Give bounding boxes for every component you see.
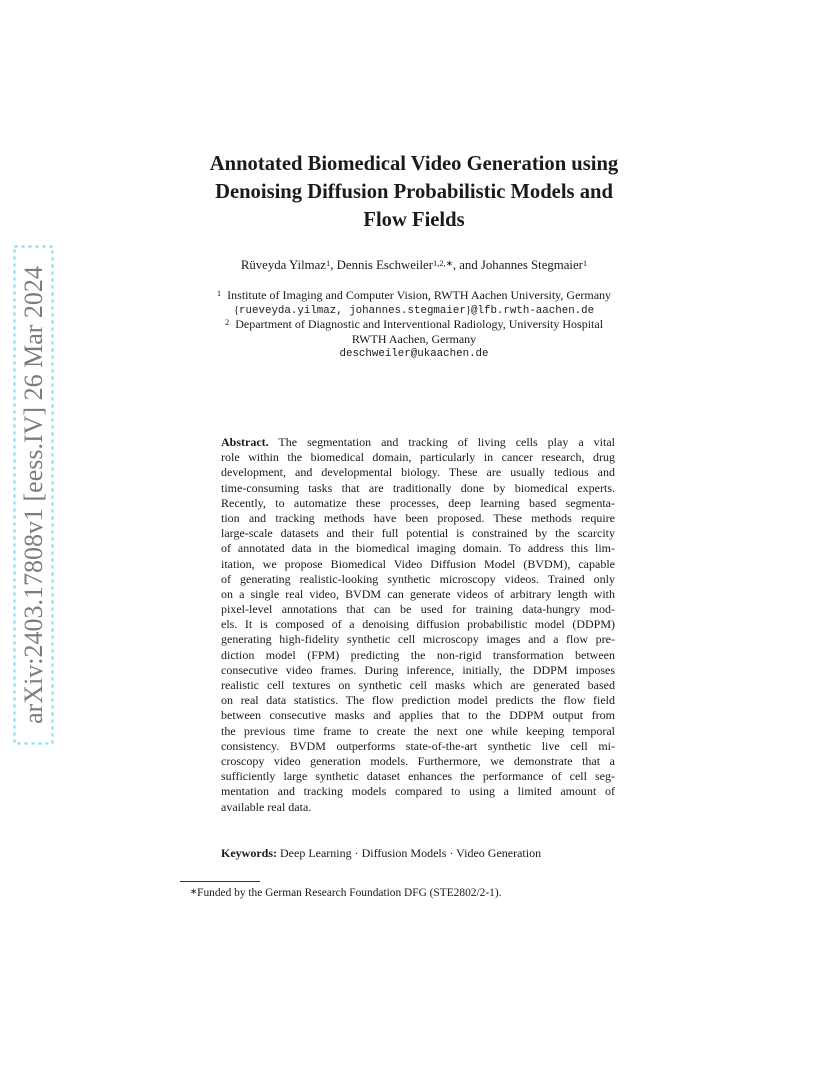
- affil-text: Department of Diagnostic and Interventional Radiology, University Hospital: [235, 317, 604, 331]
- affiliation-1: [160, 288, 668, 303]
- affil-mark: 2: [224, 317, 230, 327]
- keywords-label: Keywords:: [221, 846, 277, 860]
- abstract-label: Abstract.: [221, 435, 269, 449]
- abstract-line: consistency. BVDM outperforms state-of-the-art synthetic live cell mi-: [221, 738, 615, 753]
- abstract-line: on real data statistics. The flow prediction model predicts the flow field: [221, 693, 615, 708]
- abstract-line: diction model (FPM) predicting the non-rigid transformation between: [221, 647, 615, 662]
- author-name: Rüveyda Yilmaz: [240, 258, 326, 272]
- affiliation-2-email: deschweiler@ukaachen.de: [339, 348, 489, 360]
- abstract-line: consecutive video frames. During inference, initially, the DDPM imposes: [221, 662, 615, 677]
- abstract-line: development, and developmental biology. These are usually tedious and: [221, 465, 615, 480]
- footnote: [190, 886, 670, 900]
- author-list: [160, 257, 668, 273]
- abstract-text: The segmentation and tracking of living cells play a vital: [268, 435, 615, 449]
- abstract-line: on a single real video, BVDM can generate videos of arbitrary length with: [221, 586, 615, 601]
- brace-close: }: [465, 304, 472, 316]
- affil-mark: 1: [216, 288, 222, 298]
- abstract-line: of generating realistic-looking synthetic microscopy videos. Trained only: [221, 571, 615, 586]
- brace-open: {: [233, 304, 240, 316]
- abstract-line: els. It is composed of a denoising diffusion probabilistic model (DDPM): [221, 617, 615, 632]
- author-affil-mark: 1,2,∗: [432, 258, 453, 268]
- author-affil-mark: 1: [582, 258, 588, 268]
- email-domain: @lfb.rwth-aachen.de: [471, 305, 595, 317]
- keywords: [221, 846, 615, 861]
- abstract-line: between consecutive masks and applies that to the DDPM output from: [221, 708, 615, 723]
- abstract-line: tion and tracking methods have been proposed. These methods require: [221, 510, 615, 525]
- affiliation-2-line2: RWTH Aachen, Germany: [351, 332, 477, 346]
- abstract-line: pixel-level annotations that can be used for training data-hungry mod-: [221, 602, 615, 617]
- author-affil-mark: 1: [326, 258, 331, 268]
- footnote-text: Funded by the German Research Foundation DFG (STE2802/2-1).: [197, 887, 502, 899]
- abstract-line: croscopy video generation models. Furthermore, we demonstrate that a: [221, 753, 615, 768]
- abstract-line: realistic cell textures on synthetic cell masks which are generated based: [221, 678, 615, 692]
- arxiv-side-stamp: [13, 245, 54, 745]
- title-line: Annotated Biomedical Video Generation using: [209, 153, 619, 175]
- abstract-line: the previous time frame to create the next one while keeping temporal: [221, 723, 615, 738]
- arxiv-stamp-svg: [13, 245, 54, 745]
- abstract-line: Recently, to automatize these processes, deep learning based segmenta-: [221, 495, 615, 510]
- abstract-line: large-scale datasets and their full potential is constrained by the scarcity: [221, 526, 615, 541]
- footnote-mark: ∗: [190, 886, 198, 896]
- paper-title: [160, 150, 668, 234]
- keywords-text: Deep Learning · Diffusion Models · Video Generation: [277, 846, 542, 860]
- abstract-line: time-consuming tasks that are traditionally done by biomedical experts.: [221, 480, 615, 495]
- affiliation-2: [160, 317, 668, 332]
- abstract-line: itation, we propose Biomedical Video Diffusion Model (BVDM), capable: [221, 556, 615, 571]
- title-line: Denoising Diffusion Probabilistic Models and: [215, 181, 613, 203]
- arxiv-id-label: arXiv:2403.17808v1 [eess.IV] 26 Mar 2024: [19, 266, 48, 724]
- abstract-line: available real data.: [221, 799, 312, 814]
- abstract: [221, 435, 615, 815]
- author-name: Dennis Eschweiler: [336, 258, 433, 272]
- author-separator: , and: [452, 258, 481, 272]
- footnote-rule: [180, 881, 260, 882]
- abstract-line: generating high-fidelity synthetic cell microscopy images and a flow pre-: [221, 632, 615, 647]
- abstract-line: of annotated data in the biomedical imaging domain. To address this lim-: [221, 541, 615, 556]
- abstract-line: mentation and tracking models compared to using a limited amount of: [221, 784, 615, 799]
- author-separator: ,: [330, 258, 337, 272]
- author-name: Johannes Stegmaier: [480, 258, 583, 272]
- affil-text: Institute of Imaging and Computer Vision, RWTH Aachen University, Germany: [227, 288, 612, 302]
- abstract-line: [221, 435, 615, 450]
- abstract-line: role within the biomedical domain, particularly in cancer research, drug: [221, 450, 615, 465]
- email-names: rueveyda.yilmaz, johannes.stegmaier: [239, 305, 466, 317]
- title-line: Flow Fields: [363, 209, 465, 231]
- abstract-line: sufficiently large synthetic dataset enhances the performance of cell seg-: [221, 769, 615, 784]
